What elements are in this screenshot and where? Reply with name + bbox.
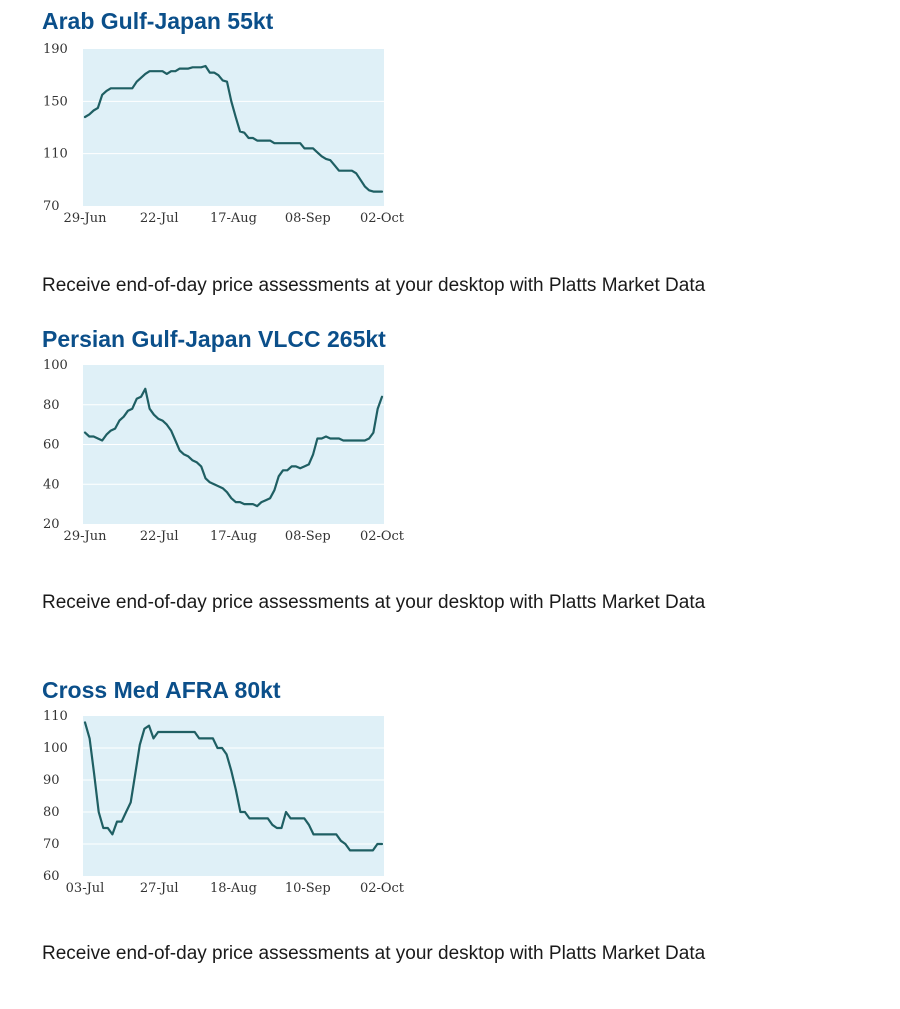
promo-text: Receive end-of-day price assessments at your desktop with Platts Market Data [42, 943, 706, 964]
chart-title: Arab Gulf-Japan 55kt [42, 8, 274, 34]
x-tick-label: 08-Sep [284, 211, 331, 226]
x-tick-label: 17-Aug [209, 529, 258, 544]
y-tick-label: 190 [43, 42, 68, 57]
chart-title: Cross Med AFRA 80kt [42, 677, 281, 703]
y-tick-label: 150 [43, 94, 68, 110]
y-tick-label: 20 [43, 517, 60, 532]
y-tick-label: 90 [43, 773, 60, 788]
y-tick-label: 40 [43, 477, 60, 493]
line-chart [0, 40, 420, 240]
x-tick-label: 02-Oct [359, 881, 405, 896]
y-tick-label: 60 [43, 869, 60, 884]
x-tick-label: 22-Jul [139, 529, 179, 544]
y-tick-label: 110 [43, 146, 68, 162]
line-chart [0, 356, 420, 596]
x-tick-label: 29-Jun [63, 211, 107, 226]
chart-block-arab-gulf-japan [0, 0, 900, 300]
promo-text: Receive end-of-day price assessments at your desktop with Platts Market Data [42, 275, 706, 296]
y-tick-label: 100 [43, 741, 68, 756]
x-tick-label: 02-Oct [359, 211, 405, 226]
y-tick-label: 70 [43, 199, 60, 214]
x-tick-label: 22-Jul [139, 211, 179, 226]
x-tick-label: 29-Jun [63, 529, 107, 544]
line-chart [0, 706, 420, 946]
y-tick-label: 70 [43, 837, 60, 852]
y-tick-label: 100 [43, 358, 68, 373]
x-tick-label: 08-Sep [284, 529, 331, 544]
y-tick-label: 60 [43, 437, 60, 453]
x-tick-label: 02-Oct [359, 529, 405, 544]
x-tick-label: 03-Jul [65, 881, 105, 896]
chart-block-persian-gulf-japan [0, 320, 900, 620]
chart-block-cross-med-afra [0, 670, 900, 990]
y-tick-label: 110 [43, 709, 68, 724]
y-tick-label: 80 [43, 397, 60, 413]
chart-title: Persian Gulf-Japan VLCC 265kt [42, 326, 386, 352]
x-tick-label: 27-Jul [139, 881, 179, 896]
y-tick-label: 80 [43, 805, 60, 820]
plot-area [83, 49, 384, 206]
x-tick-label: 10-Sep [284, 881, 331, 896]
plot-area [83, 716, 384, 876]
x-tick-label: 17-Aug [209, 211, 258, 226]
x-tick-label: 18-Aug [209, 881, 258, 896]
promo-text: Receive end-of-day price assessments at your desktop with Platts Market Data [42, 592, 706, 613]
